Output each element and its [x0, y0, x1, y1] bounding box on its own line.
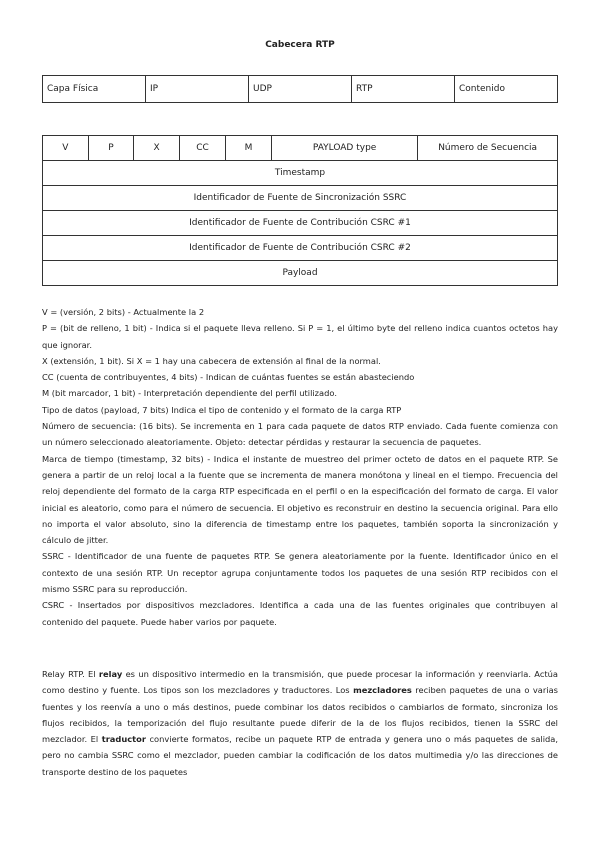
note-csrc-count: CC (cuenta de contribuyentes, 4 bits) - Indican de cuántas fuentes se están abasteciendo: [42, 372, 415, 383]
note-sequence-number: Número de secuencia: (16 bits). Se incrementa en 1 para cada paquete de datos RTP enviado. Cada fuente comienza con un número seleccionado aleatoriamente. Objeto: detectar pérdidas y restaurar la secuencia de paquetes.: [42, 421, 558, 448]
stack-cell-rtp: RTP: [352, 76, 455, 103]
relay-text-2: es un dispositivo intermedio en la transmisión, que puede procesar la información y reenviarla. Actúa como destino y fuente. Los tipos son los mezcladores y traductores. Los: [42, 669, 558, 696]
relay-paragraph: [42, 666, 558, 780]
field-timestamp: Timestamp: [43, 161, 558, 186]
relay-text-4: convierte formatos, recibe un paquete RTP de entrada y genera uno o más paquetes de salida, pero no cambia SSRC como el mezclador, pueden cambiar la codificación de los datos multimedia y/o las direcciones de transporte destino de los paquetes: [42, 734, 558, 777]
field-sequence-number: Número de Secuencia: [418, 136, 558, 161]
note-ssrc: SSRC - Identificador de una fuente de paquetes RTP. Se genera aleatoriamente por la fuente. Identificador único en el contexto de una sesión RTP. Un receptor agrupa conjuntamente todos los paquetes de una sesión RTP recibidos con el mismo SSRC para su reproducción.: [42, 551, 558, 595]
relay-text-1: Relay RTP. El: [42, 669, 99, 679]
rtp-header-table: [42, 135, 558, 286]
field-ssrc: Identificador de Fuente de Sincronización SSRC: [43, 186, 558, 211]
header-row-flags: [43, 136, 558, 161]
header-row-csrc1: [43, 211, 558, 236]
field-p: P: [88, 136, 134, 161]
relay-text-3: reciben paquetes de una o varias fuentes y los reenvía a uno o más destinos, puede combinar los datos recibidos o cambiarlos de formato, sincroniza los flujos recibidos, la temporización del flujo resultante puede diferir de la de los flujos recibidos, tienen la SSRC del mezclador. El: [42, 685, 558, 745]
relay-section: [42, 666, 558, 780]
note-csrc: CSRC - Insertados por dispositivos mezcladores. Identifica a cada una de las fuentes originales que contribuyen al contenido del paquete. Puede haber varios por paquete.: [42, 600, 558, 627]
note-marker: M (bit marcador, 1 bit) - Interpretación dependiente del perfil utilizado.: [42, 388, 337, 399]
mixer-term: mezcladores: [353, 685, 412, 696]
note-payload-type: Tipo de datos (payload, 7 bits) Indica el tipo de contenido y el formato de la carga RTP: [42, 404, 402, 415]
note-extension: X (extensión, 1 bit). Si X = 1 hay una cabecera de extensión al final de la normal.: [42, 355, 381, 366]
stack-cell-udp: UDP: [249, 76, 352, 103]
field-x: X: [134, 136, 180, 161]
note-version: V = (versión, 2 bits) - Actualmente la 2: [42, 307, 205, 317]
field-csrc-1: Identificador de Fuente de Contribución CSRC #1: [43, 211, 558, 236]
protocol-stack-table: [42, 75, 558, 103]
relay-term: relay: [98, 669, 123, 679]
header-row-payload: [43, 261, 558, 286]
header-row-ssrc: [43, 186, 558, 211]
note-timestamp: Marca de tiempo (timestamp, 32 bits) - Indica el instante de muestreo del primer octeto de datos en el paquete RTP. Se genera a partir de un reloj local a la fuente que se incrementa de manera monótona y lineal en el tiempo. Frecuencia del reloj dependiente del formato de la carga RTP especificada en el perfil o en la especificación del formato de carga. El valor inicial es aleatorio, como para el número de secuencia. El objetivo es reconstruir en destino la secuencia original. Para ello no importa el valor absoluto, sino la diferencia de timestamp entre los paquetes, también soporta la sincronización y cálculo de jitter.: [42, 453, 558, 546]
stack-cell-physical: Capa Física: [43, 76, 146, 103]
field-csrc-2: Identificador de Fuente de Contribución CSRC #2: [43, 236, 558, 261]
field-v: V: [43, 136, 89, 161]
field-notes: [42, 304, 558, 630]
protocol-stack-row: [43, 76, 558, 103]
field-m: M: [226, 136, 272, 161]
note-padding: P = (bit de relleno, 1 bit) - Indica si el paquete lleva relleno. Si P = 1, el último byte del relleno indica cuantos octetos hay que ignorar.: [42, 323, 558, 350]
header-row-timestamp: [43, 161, 558, 186]
stack-cell-content: Contenido: [455, 76, 558, 103]
translator-term: traductor: [101, 734, 146, 745]
stack-cell-ip: IP: [146, 76, 249, 103]
field-cc: CC: [179, 136, 225, 161]
field-payload-type: PAYLOAD type: [271, 136, 417, 161]
field-payload: Payload: [43, 261, 558, 286]
page-title: Cabecera RTP: [265, 40, 335, 50]
header-row-csrc2: [43, 236, 558, 261]
